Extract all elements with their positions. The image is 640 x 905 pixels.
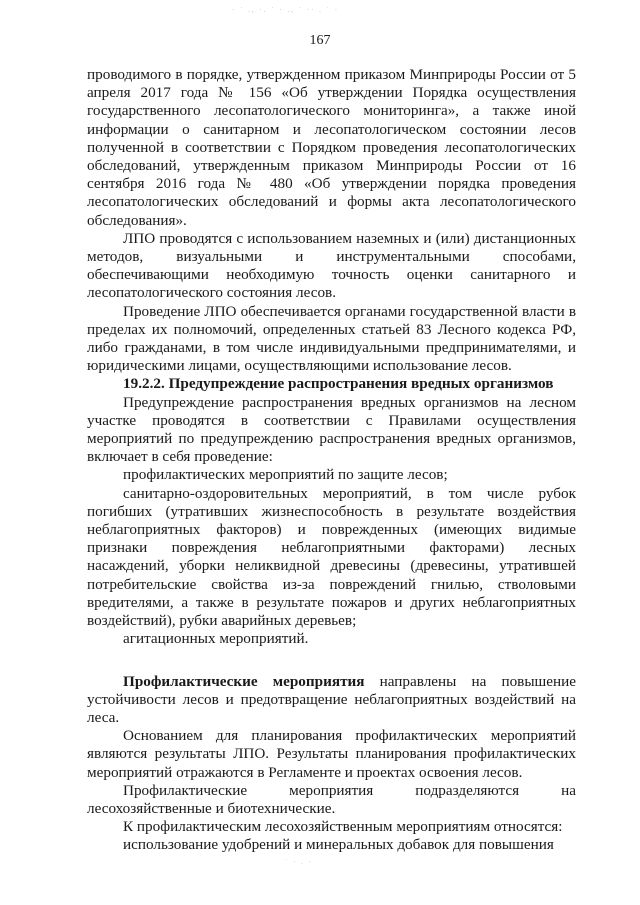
bold-term: Профилактические мероприятия xyxy=(123,672,365,690)
list-item: санитарно-оздоровительных мероприятий, в том числе рубок погибших (утративших жизнеспособность в результате воздействия неблагоприятных факторов) и поврежденных (имеющих видимые признаки повреждения неблагоприятными факторами) лесных насаждений, уборки неликвидной древесины (древесины, утратившей потребительские свойства из-за повреждений гнилью, стволовыми вредителями, а также в результате пожаров и других неблагоприятных воздействий), рубки аварийных деревьев; xyxy=(87,484,576,630)
paragraph-3: Проведение ЛПО обеспечивается органами государственной власти в пределах их полномочий, определенных статьей 83 Лесного кодекса РФ, либо гражданами, в том числе индивидуальными предпринимателями, и юридическими лицами, осуществляющими использование лесов. xyxy=(87,302,576,375)
document-body xyxy=(87,66,576,855)
list-item: агитационных мероприятий. xyxy=(123,630,309,648)
paragraph-9: использование удобрений и минеральных добавок для повышения xyxy=(123,836,554,854)
paragraph-1: проводимого в порядке, утвержденном приказом Минприроды России от 5 апреля 2017 года № 156 «Об утверждении Порядка осуществления государственного лесопатологического мониторинга», а также иной информации о санитарном и лесопатологическом состоянии лесов полученной в соответствии с Порядком проведения лесопатологических обследований, утвержденным приказом Минприроды России от 16 сентября 2016 года № 480 «Об утверждении порядка проведения лесопатологических обследований и формы акта лесопатологического обследования». xyxy=(87,66,576,229)
scan-noise-top: · ˙ ., ·. ˙ · ., ˙ ·· . ˙ · xyxy=(232,6,340,14)
blank-space xyxy=(87,649,576,673)
paragraph-6: Основанием для планирования профилактических мероприятий являются результаты ЛПО. Результаты планирования профилактических мероприятий отражаются в Регламенте и проектах освоения лесов. xyxy=(87,727,576,781)
section-heading: 19.2.2. Предупреждение распространения вредных организмов xyxy=(123,375,554,393)
page-number: 167 xyxy=(309,33,331,48)
paragraph-2: ЛПО проводятся с использованием наземных и (или) дистанционных методов, визуальными и инструментальными способами, обеспечивающими необходимую точность оценки санитарного и лесопатологического состояния лесов. xyxy=(87,229,576,302)
paragraph-5-text: направлены на повышение устойчивости лесов и предотвращение неблагоприятных воздействий на леса. xyxy=(87,672,576,726)
list-item: профилактических мероприятий по защите лесов; xyxy=(123,466,448,484)
scan-noise-bottom: ˙ · . · xyxy=(285,858,313,866)
paragraph-5 xyxy=(87,673,576,728)
paragraph-7: Профилактические мероприятия подразделяются на лесохозяйственные и биотехнические. xyxy=(87,781,576,817)
paragraph-8: К профилактическим лесохозяйственным мероприятиям относятся: xyxy=(123,818,563,836)
paragraph-4: Предупреждение распространения вредных организмов на лесном участке проводятся в соответствии с Правилами осуществления мероприятий по предупреждению распространения вредных организмов, включает в себя проведение: xyxy=(87,393,576,466)
